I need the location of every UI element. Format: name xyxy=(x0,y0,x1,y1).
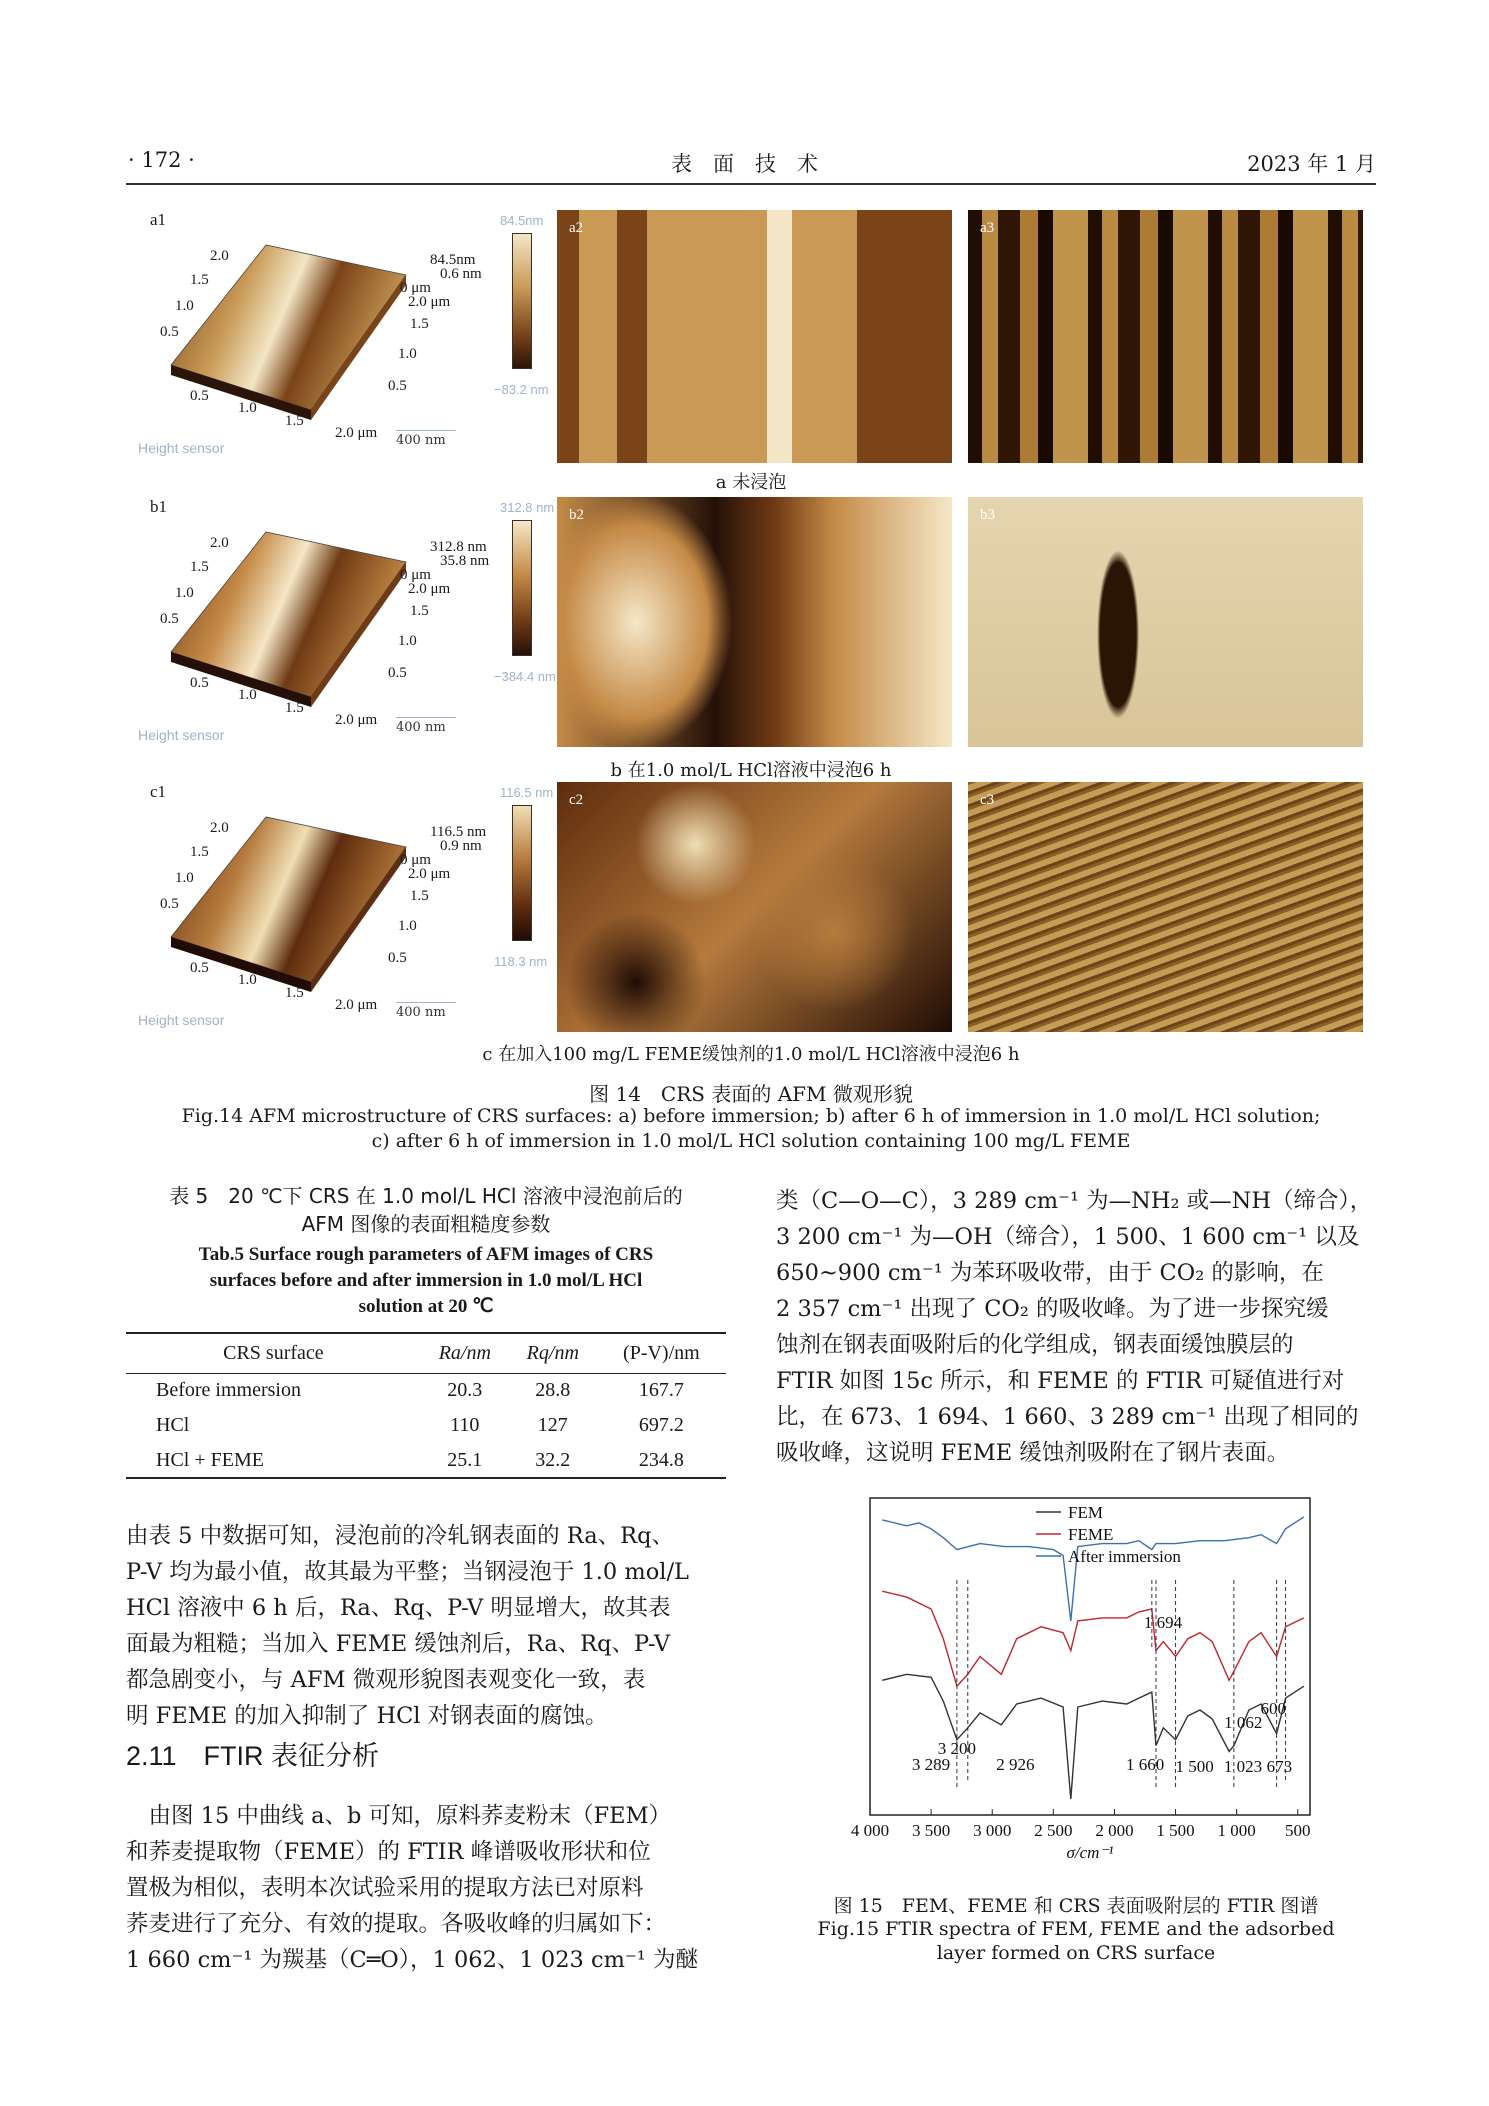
table5-header: (P-V)/nm xyxy=(597,1333,726,1373)
axis-tick: 0.5 xyxy=(190,388,209,404)
color-scale-min: 118.3 nm xyxy=(494,954,548,969)
x-tick-label: 3 000 xyxy=(973,1821,1012,1840)
axis-tick: 2.0 xyxy=(210,535,229,551)
scale-bar-label: 400 nm xyxy=(396,717,456,735)
table-cell: HCl + FEME xyxy=(126,1443,421,1478)
peak-annotation: 1 660 xyxy=(1126,1755,1165,1774)
table-cell: 234.8 xyxy=(597,1443,726,1478)
table-cell: 25.1 xyxy=(421,1443,509,1478)
legend-label: FEM xyxy=(1068,1503,1103,1522)
panel-label-3: a3 xyxy=(980,220,995,236)
fig14-caption-en-2: c) after 6 h of immersion in 1.0 mol/L HCl solution containing 100 mg/L FEME xyxy=(371,1130,1131,1152)
color-scale-bar xyxy=(512,520,532,656)
table-row xyxy=(126,1373,726,1408)
panel-label-3d: c1 xyxy=(150,782,167,801)
page-number: · 172 · xyxy=(128,148,195,172)
axis-tick: 1.5 xyxy=(410,603,429,619)
table-row xyxy=(126,1408,726,1443)
table5-title-en-1: Tab.5 Surface rough parameters of AFM images of CRS xyxy=(198,1244,654,1265)
text-line: FTIR 如图 15c 所示，和 FEME 的 FTIR 可疑值进行对 xyxy=(776,1368,1345,1394)
table-row xyxy=(126,1443,726,1478)
axis-tick: 0 μm xyxy=(400,852,431,868)
text-line: 比，在 673、1 694、1 660、3 289 cm⁻¹ 出现了相同的 xyxy=(776,1404,1359,1430)
table5-title-en-2: surfaces before and after immersion in 1.0 mol/L HCl xyxy=(209,1270,643,1291)
color-scale-bar xyxy=(512,805,532,941)
afm-error-image xyxy=(968,210,1363,463)
axis-tick: 1.0 xyxy=(398,918,417,934)
table-cell: HCl xyxy=(156,1414,190,1436)
text-line: 由表 5 中数据可知，浸泡前的冷轧钢表面的 Ra、Rq、 xyxy=(126,1523,674,1549)
table-cell: 20.3 xyxy=(447,1379,483,1402)
panel-label-2d: a2 xyxy=(569,220,584,236)
right-paragraph-1 xyxy=(776,1183,1376,1471)
header-rule xyxy=(126,183,1376,185)
series-line-0 xyxy=(882,1674,1304,1799)
text-line: 荞麦进行了充分、有效的提取。各吸收峰的归属如下： xyxy=(126,1911,667,1937)
text-line: 吸收峰，这说明 FEME 缓蚀剂吸附在了钢片表面。 xyxy=(776,1440,1290,1466)
x-tick-label: 1 000 xyxy=(1217,1821,1256,1840)
z-min-label: 0.6 nm xyxy=(440,266,482,282)
axis-tick: 1.5 xyxy=(190,272,209,288)
issue-date: 2023 年 1 月 xyxy=(1247,152,1376,176)
axis-tick: 1.5 xyxy=(285,700,304,716)
legend-label: FEME xyxy=(1068,1525,1114,1544)
color-scale-max: 84.5nm xyxy=(500,213,544,228)
axis-tick: 1.5 xyxy=(190,844,209,860)
table5-title-en-3: solution at 20 ℃ xyxy=(358,1296,494,1317)
table5-title-cn-2: AFM 图像的表面粗糙度参数 xyxy=(301,1212,551,1236)
peak-annotation: 2 926 xyxy=(996,1755,1035,1774)
table-cell: Before immersion xyxy=(156,1379,301,1402)
fig14-caption-en-1: Fig.14 AFM microstructure of CRS surfaces: a) before immersion; b) after 6 h of immersion in 1.0 mol/L HCl solution; xyxy=(181,1105,1321,1127)
peak-annotation: 1 023 xyxy=(1223,1757,1263,1776)
axis-tick: 1.5 xyxy=(190,559,209,575)
text-line: 1 660 cm⁻¹ 为羰基（C═O），1 062、1 023 cm⁻¹ 为醚 xyxy=(126,1947,698,1973)
axis-tick: 2.0 μm xyxy=(408,866,451,882)
text-line: 和荞麦提取物（FEME）的 FTIR 峰谱吸收形状和位 xyxy=(126,1839,651,1865)
peak-annotation: 600 xyxy=(1260,1699,1287,1718)
section-heading: 2.11 FTIR 表征分析 xyxy=(126,1741,380,1771)
fig15-chart xyxy=(776,1490,1376,1870)
table5 xyxy=(126,1332,726,1479)
left-paragraph-2 xyxy=(126,1798,726,1978)
text-line: 3 200 cm⁻¹ 为—OH（缔合），1 500、1 600 cm⁻¹ 以及 xyxy=(776,1224,1360,1250)
axis-tick: 1.0 xyxy=(175,298,194,314)
panel-label-3d: a1 xyxy=(150,210,167,229)
peak-annotation: 1 500 xyxy=(1175,1757,1214,1776)
axis-tick: 0.5 xyxy=(160,611,179,627)
axis-tick: 0.5 xyxy=(388,665,407,681)
afm-height-image xyxy=(557,497,952,747)
z-min-label: 0.9 nm xyxy=(440,838,482,854)
x-tick-label: 2 500 xyxy=(1034,1821,1073,1840)
z-max-label: 84.5nm xyxy=(430,252,476,268)
axis-tick: 1.5 xyxy=(285,985,304,1001)
axis-tick: 1.5 xyxy=(410,316,429,332)
axis-tick: 0.5 xyxy=(190,960,209,976)
table-cell: 110 xyxy=(450,1414,480,1436)
afm-error-image xyxy=(968,782,1363,1032)
text-line: 面最为粗糙；当加入 FEME 缓蚀剂后，Ra、Rq、P-V xyxy=(126,1631,671,1657)
z-max-label: 116.5 nm xyxy=(430,824,487,840)
text-line: HCl 溶液中 6 h 后，Ra、Rq、P-V 明显增大，故其表 xyxy=(126,1595,671,1621)
subfigure-caption: c 在加入100 mg/L FEME缓蚀剂的1.0 mol/L HCl溶液中浸泡6 h xyxy=(482,1044,1020,1065)
axis-tick: 1.0 xyxy=(398,633,417,649)
color-scale-min: −83.2 nm xyxy=(494,382,549,397)
table5-header: Rq/nm xyxy=(509,1333,597,1373)
panel-label-2d: b2 xyxy=(569,507,584,523)
scale-bar-label: 400 nm xyxy=(396,430,456,448)
axis-tick: 2.0 μm xyxy=(335,425,378,441)
peak-annotation: 3 200 xyxy=(937,1739,977,1758)
axis-tick: 1.0 xyxy=(175,870,194,886)
height-sensor-label: Height sensor xyxy=(138,727,225,743)
axis-tick: 2.0 μm xyxy=(335,712,378,728)
fig15-caption-en-2: layer formed on CRS surface xyxy=(936,1942,1216,1964)
table5-header: Ra/nm xyxy=(421,1333,509,1373)
panel-label-2d: c2 xyxy=(569,792,584,808)
x-tick-label: 500 xyxy=(1285,1821,1311,1840)
x-axis-label: σ/cm⁻¹ xyxy=(1066,1843,1114,1862)
color-scale-max: 116.5 nm xyxy=(500,785,554,800)
axis-tick: 0.5 xyxy=(388,950,407,966)
z-min-label: 35.8 nm xyxy=(440,553,490,569)
text-line: 2 357 cm⁻¹ 出现了 CO₂ 的吸收峰。为了进一步探究缓 xyxy=(776,1296,1329,1322)
x-tick-label: 3 500 xyxy=(911,1821,951,1840)
panel-label-3: c3 xyxy=(980,792,995,808)
table-cell: 28.8 xyxy=(535,1379,571,1402)
table5-title-cn-1: 表 5 20 ℃下 CRS 在 1.0 mol/L HCl 溶液中浸泡前后的 xyxy=(169,1184,683,1208)
panel-label-3d: b1 xyxy=(150,497,167,516)
axis-tick: 2.0 xyxy=(210,820,229,836)
axis-tick: 0 μm xyxy=(400,567,431,583)
axis-tick: 0 μm xyxy=(400,280,431,296)
table-cell: 127 xyxy=(537,1414,568,1436)
color-scale-max: 312.8 nm xyxy=(500,500,555,515)
fig15-caption-en-1: Fig.15 FTIR spectra of FEM, FEME and the adsorbed xyxy=(817,1918,1335,1940)
table-cell: 32.2 xyxy=(509,1443,597,1478)
table5-header: CRS surface xyxy=(126,1333,421,1373)
left-paragraph-1 xyxy=(126,1518,726,1734)
panel-label-3: b3 xyxy=(980,507,995,523)
series-line-1 xyxy=(882,1591,1304,1686)
table-cell: 697.2 xyxy=(638,1414,684,1436)
axis-tick: 2.0 μm xyxy=(335,997,378,1013)
axis-tick: 0.5 xyxy=(160,324,179,340)
afm-height-image xyxy=(557,782,952,1032)
afm-error-image xyxy=(968,497,1363,747)
text-line: 明 FEME 的加入抑制了 HCl 对钢表面的腐蚀。 xyxy=(126,1703,608,1729)
axis-tick: 0.5 xyxy=(190,675,209,691)
color-scale-bar xyxy=(512,233,532,369)
axis-tick: 0.5 xyxy=(388,378,407,394)
legend-label: After immersion xyxy=(1068,1547,1181,1566)
subfigure-caption: a 未浸泡 xyxy=(715,472,787,493)
peak-annotation: 1 694 xyxy=(1143,1613,1183,1632)
axis-tick: 1.0 xyxy=(398,346,417,362)
x-tick-label: 1 500 xyxy=(1156,1821,1195,1840)
color-scale-min: −384.4 nm xyxy=(494,669,556,684)
axis-tick: 1.0 xyxy=(238,687,257,703)
text-line: 650~900 cm⁻¹ 为苯环吸收带，由于 CO₂ 的影响，在 xyxy=(776,1260,1324,1286)
axis-tick: 1.0 xyxy=(175,585,194,601)
journal-title: 表 面 技 术 xyxy=(671,152,818,176)
text-line: 蚀剂在钢表面吸附后的化学组成，钢表面缓蚀膜层的 xyxy=(776,1332,1294,1358)
axis-tick: 1.5 xyxy=(410,888,429,904)
text-line: P-V 均为最小值，故其最为平整；当钢浸泡于 1.0 mol/L xyxy=(126,1559,689,1585)
peak-annotation: 3 289 xyxy=(911,1755,951,1774)
peak-annotation: 1 062 xyxy=(1224,1713,1263,1732)
peak-annotation: 673 xyxy=(1266,1757,1293,1776)
x-tick-label: 2 000 xyxy=(1095,1821,1134,1840)
scale-bar-label: 400 nm xyxy=(396,1002,456,1020)
text-line: 类（C—O—C），3 289 cm⁻¹ 为—NH₂ 或—NH（缔合）， xyxy=(776,1188,1373,1214)
text-line: 置极为相似，表明本次试验采用的提取方法已对原料 xyxy=(126,1875,644,1901)
axis-tick: 0.5 xyxy=(160,896,179,912)
height-sensor-label: Height sensor xyxy=(138,440,225,456)
axis-tick: 2.0 xyxy=(210,248,229,264)
axis-tick: 2.0 μm xyxy=(408,581,451,597)
height-sensor-label: Height sensor xyxy=(138,1012,225,1028)
fig15-caption-cn: 图 15 FEM、FEME 和 CRS 表面吸附层的 FTIR 图谱 xyxy=(833,1895,1319,1917)
x-tick-label: 4 000 xyxy=(850,1821,890,1840)
axis-tick: 1.5 xyxy=(285,413,304,429)
axis-tick: 1.0 xyxy=(238,972,257,988)
afm-height-image xyxy=(557,210,952,463)
table-cell: 167.7 xyxy=(638,1379,684,1402)
fig14-caption-cn: 图 14 CRS 表面的 AFM 微观形貌 xyxy=(589,1082,913,1106)
axis-tick: 1.0 xyxy=(238,400,257,416)
text-line: 由图 15 中曲线 a、b 可知，原料荞麦粉末（FEM） xyxy=(126,1803,672,1829)
axis-tick: 2.0 μm xyxy=(408,294,451,310)
z-max-label: 312.8 nm xyxy=(430,539,487,555)
subfigure-caption: b 在1.0 mol/L HCl溶液中浸泡6 h xyxy=(610,760,892,781)
text-line: 都急剧变小，与 AFM 微观形貌图表观变化一致，表 xyxy=(126,1667,646,1693)
